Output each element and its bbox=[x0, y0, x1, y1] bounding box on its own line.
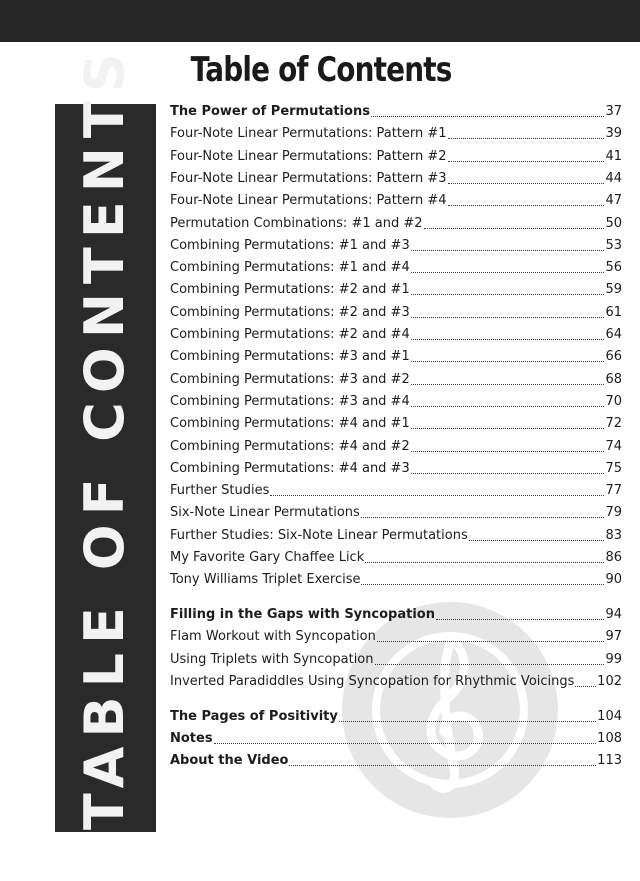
toc-dot-leader bbox=[436, 619, 604, 620]
toc-entry-page: 79 bbox=[605, 505, 622, 521]
toc-entry[interactable] bbox=[170, 213, 622, 235]
toc-entry-page: 56 bbox=[605, 260, 622, 276]
toc-dot-leader bbox=[411, 361, 605, 362]
toc-entry[interactable] bbox=[170, 235, 622, 257]
toc-entry-title: Combining Permutations: #4 and #2 bbox=[170, 438, 410, 454]
toc-entry-title: Flam Workout with Syncopation bbox=[170, 629, 376, 645]
toc-dot-leader bbox=[361, 517, 605, 518]
toc-entry[interactable] bbox=[170, 525, 622, 547]
toc-entry-page: 70 bbox=[605, 393, 622, 409]
toc-dot-leader bbox=[575, 686, 596, 687]
toc-dot-leader bbox=[411, 384, 605, 385]
toc-entry[interactable] bbox=[170, 302, 622, 324]
toc-dot-leader bbox=[448, 161, 605, 162]
toc-entry-page: 83 bbox=[605, 527, 622, 543]
toc-entry-title: Further Studies: Six-Note Linear Permutations bbox=[170, 527, 468, 543]
toc-entry-page: 74 bbox=[605, 438, 622, 454]
toc-entry-title: Notes bbox=[170, 731, 213, 747]
toc-entry-title: Combining Permutations: #1 and #4 bbox=[170, 260, 410, 276]
page-title: Table of Contents bbox=[190, 50, 452, 90]
toc-dot-leader bbox=[448, 138, 605, 139]
toc-entry[interactable] bbox=[170, 346, 622, 368]
toc-entry-title: Six-Note Linear Permutations bbox=[170, 505, 360, 521]
toc-entry-title: My Favorite Gary Chaffee Lick bbox=[170, 550, 365, 565]
toc-dot-leader bbox=[411, 339, 605, 340]
toc-entry-title: Four-Note Linear Permutations: Pattern #3 bbox=[170, 170, 447, 186]
toc-entry-page: 113 bbox=[597, 753, 622, 769]
toc-entry-page: 86 bbox=[605, 550, 622, 565]
toc-entry-title: Combining Permutations: #4 and #1 bbox=[170, 416, 410, 432]
toc-entry-title: Further Studies bbox=[170, 483, 270, 499]
toc-dot-leader bbox=[377, 641, 605, 642]
toc-entry[interactable] bbox=[170, 626, 622, 648]
toc-entry-page: 77 bbox=[605, 483, 622, 499]
toc-entry-page: 47 bbox=[605, 193, 622, 209]
toc-entry-title: Combining Permutations: #3 and #1 bbox=[170, 349, 410, 365]
toc-entry-title: Four-Note Linear Permutations: Pattern #1 bbox=[170, 126, 447, 142]
toc-entry-page: 108 bbox=[597, 731, 622, 747]
toc-entry-page: 102 bbox=[597, 674, 622, 689]
toc-entry[interactable] bbox=[170, 569, 622, 591]
toc-entry-page: 75 bbox=[605, 460, 622, 476]
toc-dot-leader bbox=[411, 272, 605, 273]
toc-entry[interactable] bbox=[170, 324, 622, 346]
toc-dot-leader bbox=[411, 406, 605, 407]
toc-entry-page: 50 bbox=[605, 215, 622, 231]
toc-entry-title: Four-Note Linear Permutations: Pattern #2 bbox=[170, 148, 447, 164]
toc-entry-page: 53 bbox=[605, 237, 622, 253]
toc-entry-title: Combining Permutations: #3 and #2 bbox=[170, 371, 410, 387]
toc-dot-leader bbox=[361, 584, 604, 585]
toc-entry-page: 59 bbox=[605, 282, 622, 298]
toc-entry-title: Permutation Combinations: #1 and #2 bbox=[170, 215, 423, 231]
toc-dot-leader bbox=[469, 540, 605, 541]
toc-dot-leader bbox=[411, 250, 605, 251]
toc-entry[interactable] bbox=[170, 436, 622, 458]
toc-entry-page: 44 bbox=[605, 170, 622, 186]
toc-dot-leader bbox=[411, 428, 605, 429]
toc-entry-title: About the Video bbox=[170, 753, 289, 769]
toc-entry[interactable] bbox=[170, 458, 622, 480]
toc-dot-leader bbox=[448, 183, 605, 184]
toc-entry-page: 94 bbox=[605, 607, 622, 623]
toc-entry-page: 99 bbox=[605, 651, 622, 667]
toc-entry[interactable] bbox=[170, 480, 622, 502]
toc-entry-page: 41 bbox=[605, 148, 622, 164]
side-bar-label: TABLE OF CONTENTS bbox=[73, 44, 136, 830]
toc-entry-page: 104 bbox=[597, 708, 622, 724]
toc-entry[interactable] bbox=[170, 649, 622, 671]
toc-dot-leader bbox=[411, 294, 605, 295]
toc-entry-title: Inverted Paradiddles Using Syncopation for Rhythmic Voicings bbox=[170, 674, 575, 689]
toc-entry[interactable] bbox=[170, 369, 622, 391]
toc-entry-page: 39 bbox=[605, 126, 622, 142]
toc-entry[interactable] bbox=[170, 279, 622, 301]
toc-dot-leader bbox=[289, 765, 596, 766]
toc-dot-leader bbox=[411, 451, 605, 452]
toc-entry[interactable] bbox=[170, 502, 622, 524]
toc-entry-page: 72 bbox=[605, 416, 622, 432]
toc-entry-title: The Power of Permutations bbox=[170, 104, 370, 119]
toc-dot-leader bbox=[339, 721, 596, 722]
toc-entry[interactable] bbox=[170, 604, 622, 626]
toc-entry-page: 90 bbox=[605, 572, 622, 588]
toc-entry[interactable] bbox=[170, 750, 622, 772]
toc-entry[interactable] bbox=[170, 547, 622, 569]
toc-entry[interactable] bbox=[170, 391, 622, 413]
toc-entry[interactable] bbox=[170, 123, 622, 145]
toc-dot-leader bbox=[214, 743, 597, 744]
toc-dot-leader bbox=[411, 473, 605, 474]
toc-entry-title: Combining Permutations: #4 and #3 bbox=[170, 460, 410, 476]
toc-entry[interactable] bbox=[170, 146, 622, 168]
toc-entry-page: 37 bbox=[605, 104, 622, 119]
toc-entry[interactable] bbox=[170, 706, 622, 728]
toc-entry-title: Combining Permutations: #1 and #3 bbox=[170, 237, 410, 253]
toc-entry[interactable] bbox=[170, 168, 622, 190]
toc-entry-page: 64 bbox=[605, 327, 622, 342]
toc-entry-page: 61 bbox=[605, 304, 622, 320]
toc-entry-title: Four-Note Linear Permutations: Pattern #4 bbox=[170, 193, 447, 209]
toc-entry[interactable] bbox=[170, 190, 622, 212]
toc-dot-leader bbox=[411, 317, 605, 318]
toc-entry-title: Combining Permutations: #2 and #1 bbox=[170, 282, 410, 298]
toc-entry[interactable] bbox=[170, 671, 622, 693]
toc-dot-leader bbox=[371, 116, 605, 117]
toc-dot-leader bbox=[375, 664, 605, 665]
toc-entry[interactable] bbox=[170, 257, 622, 279]
toc-entry-title: Combining Permutations: #2 and #4 bbox=[170, 327, 410, 342]
toc-entry[interactable] bbox=[170, 413, 622, 435]
toc-entry-title: Tony Williams Triplet Exercise bbox=[170, 572, 361, 588]
top-band bbox=[0, 0, 640, 42]
toc-entry-title: Filling in the Gaps with Syncopation bbox=[170, 607, 435, 623]
toc-dot-leader bbox=[365, 562, 604, 563]
toc-dot-leader bbox=[424, 228, 605, 229]
toc-entry[interactable] bbox=[170, 101, 622, 123]
toc-entry-page: 97 bbox=[605, 629, 622, 645]
toc-dot-leader bbox=[270, 495, 604, 496]
toc-entry-title: Using Triplets with Syncopation bbox=[170, 651, 374, 667]
toc-entry-title: Combining Permutations: #2 and #3 bbox=[170, 304, 410, 320]
toc-entry-page: 68 bbox=[605, 371, 622, 387]
toc-entry-title: Combining Permutations: #3 and #4 bbox=[170, 393, 410, 409]
toc-dot-leader bbox=[448, 205, 605, 206]
toc-entry-page: 66 bbox=[605, 349, 622, 365]
toc-entry[interactable] bbox=[170, 728, 622, 750]
toc-entry-title: The Pages of Positivity bbox=[170, 708, 338, 724]
